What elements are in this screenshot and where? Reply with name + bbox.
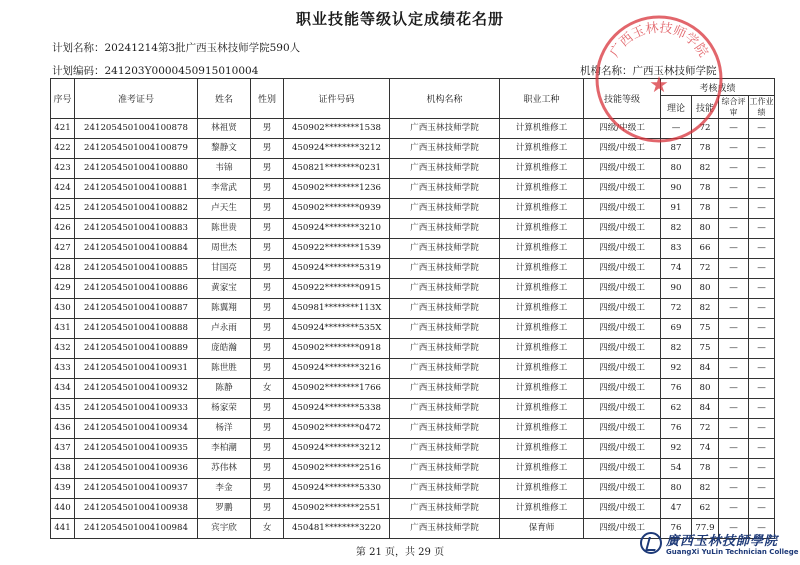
cell-org: 广西玉林技师学院 [390,299,500,319]
cell-comp: — [719,359,749,379]
cell-level: 四级/中级工 [584,119,661,139]
cell-gender: 男 [251,299,284,319]
cell-theory: 69 [661,319,692,339]
cell-skill: 72 [692,119,719,139]
cell-theory: 74 [661,259,692,279]
cell-comp: — [719,219,749,239]
cell-id-no: 450924********3212 [284,139,390,159]
cell-exam-id: 2412054501004100984 [75,519,198,539]
cell-id-no: 450481********3220 [284,519,390,539]
cell-comp: — [719,119,749,139]
table-row [51,459,775,479]
cell-job: 计算机维修工 [500,359,584,379]
cell-level: 四级/中级工 [584,519,661,539]
header-gender: 性别 [251,79,284,119]
cell-theory: 83 [661,239,692,259]
cell-id-no: 450924********5338 [284,399,390,419]
cell-org: 广西玉林技师学院 [390,119,500,139]
cell-job: 计算机维修工 [500,159,584,179]
cell-comp: — [719,379,749,399]
header-level: 技能等级 [584,79,661,119]
header-comprehensive: 综合评审 [719,96,749,119]
table-row [51,439,775,459]
cell-level: 四级/中级工 [584,219,661,239]
cell-work: — [749,419,775,439]
cell-level: 四级/中级工 [584,339,661,359]
cell-comp: — [719,159,749,179]
cell-gender: 男 [251,459,284,479]
cell-theory: 82 [661,219,692,239]
cell-seq: 431 [51,319,75,339]
cell-level: 四级/中级工 [584,239,661,259]
cell-gender: 女 [251,379,284,399]
cell-gender: 男 [251,319,284,339]
cell-seq: 437 [51,439,75,459]
cell-skill: 74 [692,439,719,459]
table-row [51,499,775,519]
table-row [51,199,775,219]
cell-skill: 72 [692,259,719,279]
cell-theory: 54 [661,459,692,479]
cell-id-no: 450924********535X [284,319,390,339]
cell-skill: 66 [692,239,719,259]
cell-seq: 421 [51,119,75,139]
cell-name: 甘国亮 [198,259,251,279]
cell-skill: 78 [692,179,719,199]
table-row [51,379,775,399]
cell-name: 林祖贤 [198,119,251,139]
cell-work: — [749,199,775,219]
cell-id-no: 450924********5330 [284,479,390,499]
cell-id-no: 450922********1539 [284,239,390,259]
cell-name: 陈静 [198,379,251,399]
cell-gender: 男 [251,139,284,159]
cell-seq: 438 [51,459,75,479]
logo-en-text: GuangXi YuLin Technician College [666,548,799,556]
cell-seq: 429 [51,279,75,299]
cell-id-no: 450924********3216 [284,359,390,379]
cell-level: 四级/中级工 [584,439,661,459]
cell-skill: 80 [692,279,719,299]
page-title: 职业技能等级认定成绩花名册 [295,10,504,28]
cell-work: — [749,359,775,379]
cell-name: 卢天生 [198,199,251,219]
cell-job: 计算机维修工 [500,499,584,519]
cell-skill: 78 [692,199,719,219]
cell-name: 陈世贵 [198,219,251,239]
cell-seq: 439 [51,479,75,499]
cell-theory: 47 [661,499,692,519]
cell-name: 李常武 [198,179,251,199]
cell-job: 计算机维修工 [500,339,584,359]
cell-theory: 82 [661,339,692,359]
header-seq: 序号 [51,79,75,119]
cell-exam-id: 2412054501004100936 [75,459,198,479]
cell-skill: 84 [692,399,719,419]
cell-comp: — [719,419,749,439]
cell-job: 计算机维修工 [500,379,584,399]
org-name: 机构名称：广西玉林技师学院 [580,65,717,77]
cell-level: 四级/中级工 [584,499,661,519]
cell-work: — [749,299,775,319]
cell-work: — [749,399,775,419]
cell-theory: 92 [661,439,692,459]
cell-id-no: 450821********0231 [284,159,390,179]
cell-exam-id: 2412054501004100937 [75,479,198,499]
cell-theory: 76 [661,379,692,399]
cell-theory: 80 [661,479,692,499]
cell-name: 李金 [198,479,251,499]
table-row [51,219,775,239]
cell-id-no: 450902********0472 [284,419,390,439]
header-id-no: 证件号码 [284,79,390,119]
svg-text:广西玉林技师学院: 广西玉林技师学院 [607,20,711,61]
cell-exam-id: 2412054501004100887 [75,299,198,319]
cell-work: — [749,139,775,159]
cell-org: 广西玉林技师学院 [390,219,500,239]
cell-work: — [749,339,775,359]
cell-comp: — [719,139,749,159]
cell-id-no: 450924********3212 [284,439,390,459]
cell-id-no: 450924********3210 [284,219,390,239]
cell-org: 广西玉林技师学院 [390,519,500,539]
cell-job: 计算机维修工 [500,459,584,479]
cell-org: 广西玉林技师学院 [390,179,500,199]
cell-job: 计算机维修工 [500,259,584,279]
header-skill: 技能 [692,96,719,119]
cell-seq: 432 [51,339,75,359]
table-row [51,479,775,499]
cell-seq: 433 [51,359,75,379]
cell-name: 杨洋 [198,419,251,439]
cell-work: — [749,479,775,499]
cell-work: — [749,239,775,259]
table-body [51,119,775,539]
cell-gender: 男 [251,339,284,359]
cell-theory: 87 [661,139,692,159]
cell-level: 四级/中级工 [584,299,661,319]
cell-id-no: 450922********0915 [284,279,390,299]
cell-org: 广西玉林技师学院 [390,399,500,419]
cell-skill: 62 [692,499,719,519]
cell-level: 四级/中级工 [584,479,661,499]
cell-level: 四级/中级工 [584,459,661,479]
cell-gender: 男 [251,279,284,299]
header-theory: 理论 [661,96,692,119]
cell-seq: 427 [51,239,75,259]
cell-gender: 男 [251,119,284,139]
cell-work: — [749,499,775,519]
table-row [51,159,775,179]
cell-exam-id: 2412054501004100934 [75,419,198,439]
cell-level: 四级/中级工 [584,279,661,299]
cell-skill: 80 [692,219,719,239]
cell-skill: 82 [692,159,719,179]
cell-comp: — [719,179,749,199]
cell-job: 计算机维修工 [500,279,584,299]
cell-gender: 男 [251,239,284,259]
cell-org: 广西玉林技师学院 [390,459,500,479]
cell-name: 杨家荣 [198,399,251,419]
cell-theory: 72 [661,299,692,319]
table-row [51,139,775,159]
cell-org: 广西玉林技师学院 [390,379,500,399]
cell-gender: 男 [251,419,284,439]
cell-level: 四级/中级工 [584,379,661,399]
cell-work: — [749,519,775,539]
header-work: 工作业绩 [749,97,774,117]
table-row [51,339,775,359]
cell-comp: — [719,339,749,359]
cell-org: 广西玉林技师学院 [390,159,500,179]
cell-work: — [749,159,775,179]
cell-id-no: 450902********0918 [284,339,390,359]
cell-theory: — [661,119,692,139]
cell-comp: — [719,399,749,419]
cell-seq: 436 [51,419,75,439]
cell-job: 计算机维修工 [500,139,584,159]
cell-skill: 75 [692,319,719,339]
college-emblem-icon [640,532,662,554]
cell-gender: 男 [251,199,284,219]
cell-comp: — [719,319,749,339]
cell-org: 广西玉林技师学院 [390,419,500,439]
cell-gender: 男 [251,359,284,379]
table-row [51,239,775,259]
cell-name: 罗鹏 [198,499,251,519]
cell-theory: 90 [661,279,692,299]
cell-gender: 女 [251,519,284,539]
cell-name: 宾宇欣 [198,519,251,539]
cell-job: 计算机维修工 [500,299,584,319]
cell-gender: 男 [251,499,284,519]
cell-seq: 426 [51,219,75,239]
cell-theory: 62 [661,399,692,419]
cell-job: 计算机维修工 [500,179,584,199]
cell-skill: 78 [692,139,719,159]
cell-job: 计算机维修工 [500,219,584,239]
cell-job: 计算机维修工 [500,479,584,499]
cell-name: 黎静文 [198,139,251,159]
cell-name: 李柏潮 [198,439,251,459]
cell-theory: 92 [661,359,692,379]
cell-work: — [749,179,775,199]
cell-org: 广西玉林技师学院 [390,239,500,259]
cell-org: 广西玉林技师学院 [390,139,500,159]
cell-exam-id: 2412054501004100883 [75,219,198,239]
cell-name: 苏伟林 [198,459,251,479]
cell-level: 四级/中级工 [584,419,661,439]
cell-org: 广西玉林技师学院 [390,199,500,219]
cell-comp: — [719,499,749,519]
cell-comp: — [719,239,749,259]
cell-work: — [749,279,775,299]
cell-gender: 男 [251,439,284,459]
cell-work: — [749,259,775,279]
cell-gender: 男 [251,179,284,199]
cell-comp: — [719,299,749,319]
cell-name: 陈世胜 [198,359,251,379]
table-row [51,299,775,319]
cell-exam-id: 2412054501004100938 [75,499,198,519]
svg-text:★: ★ [649,73,669,98]
cell-seq: 422 [51,139,75,159]
cell-exam-id: 2412054501004100880 [75,159,198,179]
cell-comp: — [719,439,749,459]
cell-work: — [749,119,775,139]
cell-id-no: 450902********0939 [284,199,390,219]
cell-skill: 80 [692,379,719,399]
cell-theory: 91 [661,199,692,219]
cell-level: 四级/中级工 [584,319,661,339]
table-row [51,419,775,439]
cell-level: 四级/中级工 [584,399,661,419]
cell-exam-id: 2412054501004100889 [75,339,198,359]
cell-comp: — [719,519,749,539]
cell-skill: 82 [692,479,719,499]
cell-org: 广西玉林技师学院 [390,339,500,359]
cell-comp: — [719,479,749,499]
cell-job: 计算机维修工 [500,239,584,259]
cell-work: — [749,459,775,479]
cell-id-no: 450902********1236 [284,179,390,199]
cell-org: 广西玉林技师学院 [390,279,500,299]
cell-exam-id: 2412054501004100886 [75,279,198,299]
cell-name: 陈翼翔 [198,299,251,319]
cell-exam-id: 2412054501004100888 [75,319,198,339]
score-table [50,78,775,539]
plan-code: 计划编码：241203Y0000450915010004 [52,65,259,77]
cell-skill: 82 [692,299,719,319]
cell-id-no: 450981********113X [284,299,390,319]
cell-exam-id: 2412054501004100879 [75,139,198,159]
cell-exam-id: 2412054501004100935 [75,439,198,459]
cell-org: 广西玉林技师学院 [390,359,500,379]
cell-comp: — [719,459,749,479]
cell-work: — [749,439,775,459]
cell-org: 广西玉林技师学院 [390,259,500,279]
cell-id-no: 450902********1538 [284,119,390,139]
cell-exam-id: 2412054501004100881 [75,179,198,199]
cell-comp: — [719,259,749,279]
cell-seq: 424 [51,179,75,199]
cell-job: 计算机维修工 [500,419,584,439]
cell-id-no: 450902********1766 [284,379,390,399]
college-logo [640,530,800,560]
header-job: 职业工种 [500,79,584,119]
cell-name: 周世杰 [198,239,251,259]
cell-level: 四级/中级工 [584,359,661,379]
cell-gender: 男 [251,259,284,279]
cell-name: 庞皓瀚 [198,339,251,359]
cell-job: 计算机维修工 [500,399,584,419]
cell-skill: 84 [692,359,719,379]
cell-org: 广西玉林技师学院 [390,499,500,519]
cell-exam-id: 2412054501004100884 [75,239,198,259]
cell-seq: 434 [51,379,75,399]
plan-name: 计划名称：20241214第3批广西玉林技师学院590人 [52,42,301,54]
table-row [51,179,775,199]
cell-level: 四级/中级工 [584,139,661,159]
header-org: 机构名称 [390,79,500,119]
table-row [51,119,775,139]
cell-org: 广西玉林技师学院 [390,479,500,499]
cell-exam-id: 2412054501004100931 [75,359,198,379]
cell-name: 黄家宝 [198,279,251,299]
cell-comp: — [719,199,749,219]
cell-level: 四级/中级工 [584,199,661,219]
cell-job: 计算机维修工 [500,119,584,139]
cell-seq: 435 [51,399,75,419]
cell-theory: 76 [661,419,692,439]
cell-skill: 75 [692,339,719,359]
cell-exam-id: 2412054501004100878 [75,119,198,139]
cell-seq: 430 [51,299,75,319]
table-row [51,259,775,279]
cell-level: 四级/中级工 [584,259,661,279]
header-scores: 考核成绩 [661,79,775,96]
cell-exam-id: 2412054501004100882 [75,199,198,219]
cell-exam-id: 2412054501004100933 [75,399,198,419]
cell-gender: 男 [251,399,284,419]
cell-seq: 428 [51,259,75,279]
header-exam-id: 准考证号 [75,79,198,119]
cell-seq: 440 [51,499,75,519]
table-row [51,359,775,379]
cell-job: 保育师 [500,519,584,539]
header-name: 姓名 [198,79,251,119]
cell-id-no: 450924********5319 [284,259,390,279]
cell-theory: 76 [661,519,692,539]
cell-job: 计算机维修工 [500,439,584,459]
cell-work: — [749,219,775,239]
cell-skill: 78 [692,459,719,479]
cell-work: — [749,379,775,399]
cell-org: 广西玉林技师学院 [390,319,500,339]
cell-work: — [749,319,775,339]
cell-seq: 425 [51,199,75,219]
cell-job: 计算机维修工 [500,199,584,219]
cell-theory: 90 [661,179,692,199]
table-row [51,399,775,419]
cell-skill: 72 [692,419,719,439]
table-row [51,279,775,299]
cell-org: 广西玉林技师学院 [390,439,500,459]
logo-cn-text: 廣西玉林技師學院 [666,534,779,549]
cell-name: 卢永雨 [198,319,251,339]
cell-level: 四级/中级工 [584,159,661,179]
cell-job: 计算机维修工 [500,319,584,339]
table-row [51,319,775,339]
cell-level: 四级/中级工 [584,179,661,199]
cell-exam-id: 2412054501004100932 [75,379,198,399]
cell-skill: 77.9 [692,519,719,539]
cell-seq: 423 [51,159,75,179]
cell-gender: 男 [251,219,284,239]
cell-theory: 80 [661,159,692,179]
cell-seq: 441 [51,519,75,539]
page-number: 第 21 页，共 29 页 [355,547,445,558]
cell-gender: 男 [251,159,284,179]
cell-name: 韦锦 [198,159,251,179]
cell-id-no: 450902********2551 [284,499,390,519]
cell-exam-id: 2412054501004100885 [75,259,198,279]
cell-id-no: 450902********2516 [284,459,390,479]
cell-gender: 男 [251,479,284,499]
cell-comp: — [719,279,749,299]
